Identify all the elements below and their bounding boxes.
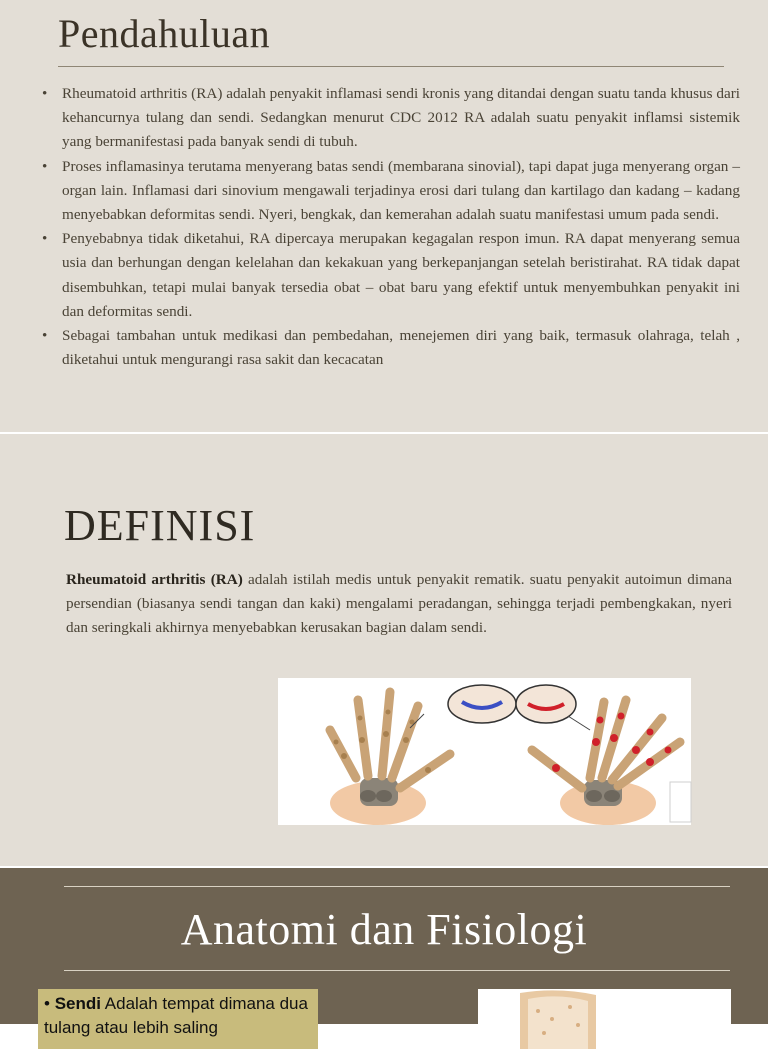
bullet-text: Rheumatoid arthritis (RA) adalah penyakit inflamasi sendi kronis yang ditandai dengan suatu tanda khusus dari kehancurnya tulang dan sendi. Sedangkan menurut CDC 2012 RA adalah suatu penyakit inflamsi sistemik yang bermanifestasi pada banyak sendi di tubuh. [62,85,740,151]
title-divider-top [64,886,730,887]
slide-anatomi [0,868,768,1037]
hand-joints-illustration [278,678,691,825]
bullet-icon: • [44,994,50,1013]
definition-paragraph [66,568,732,641]
bullet-icon: • [42,85,48,102]
list-item [42,82,740,155]
bullet-text: Penyebabnya tidak diketahui, RA dipercaya merupakan kegagalan respon imun. RA dapat menyerang semua usia dan berhungan dengan kelelahan dan kekakuan yang berkepanjangan setelah beristirahat. RA tidak dapat disembuhkan, tetapi mulai banyak tersedia obat – obat baru yang efektif untuk menyembuhkan penyakit ini dan deformitas sendi. [62,230,740,320]
definition-text: adalah istilah medis untuk penyakit rematik. suatu penyakit autoimun dimana persendian (biasanya sendi tangan dan kaki) mengalami peradangan, sehingga terjadi pembengkakan, nyeri dan seringkali akhirnya menyebabkan kerusakan bagian dalam sendi. [66,571,733,637]
bullet-list [42,82,740,372]
bullet-icon: • [42,327,48,345]
bullet-icon: • [42,157,48,175]
slide-title: DEFINISI [64,501,256,550]
sendi-text-box [38,989,318,1049]
slide-title: Anatomi dan Fisiologi [180,905,588,954]
bullet-text: Proses inflamasinya terutama menyerang batas sendi (membarana sinovial), tapi dapat juga menyerang organ – organ lain. Inflamasi dari sinovium mengawali terjadinya erosi dari tulang dan kartilago dan kadang – kadang menyebabkan deformitas sendi. Nyeri, bengkak, dan kemerahan adalah suatu manifestasi umum pada sendi. [62,157,740,224]
title-divider [58,66,724,67]
list-item [42,324,740,372]
bullet-text: Sebagai tambahan untuk medikasi dan pembedahan, menejemen diri yang baik, termasuk olahraga, telah , diketahui untuk mengurangi rasa sakit dan kecacatan [62,327,740,369]
slide-title: Pendahuluan [58,11,271,56]
box-text: Adalah tempat dimana dua tulang atau lebih saling [44,994,308,1037]
slide-definisi [0,434,768,866]
bone-icon [478,989,731,1049]
bullet-icon: • [42,230,48,248]
bone-illustration [478,989,731,1049]
definition-term: Rheumatoid arthritis (RA) [66,571,243,588]
hands-illustration-icon [278,678,691,825]
list-item [42,155,740,228]
list-item [42,227,740,324]
slide-pendahuluan [0,0,768,432]
title-divider-bottom [64,970,730,971]
box-term: Sendi [54,994,101,1013]
